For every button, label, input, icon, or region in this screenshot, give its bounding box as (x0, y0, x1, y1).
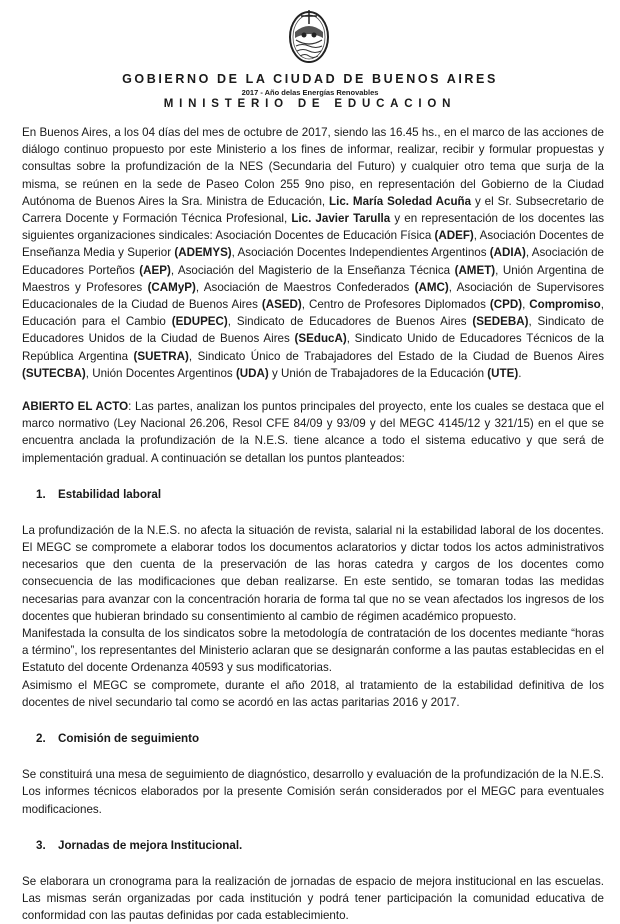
org-acronym: (ADEF) (434, 229, 474, 243)
subsecretary-name: Lic. Javier Tarulla (291, 212, 391, 226)
intro-text: y Unión de Trabajadores de la Educación (268, 366, 488, 380)
intro-text: , Asociación Docentes Independientes Argentinos (231, 246, 490, 260)
section-title: Jornadas de mejora Institucional. (58, 838, 243, 852)
section-paragraph: Asimismo el MEGC se compromete, durante el año 2018, al tratamiento de la estabilidad definitiva de los docentes de nivel secundario tal como se acordó en las actas paritarias 2016 y 2017. (22, 678, 604, 709)
section-heading-2 (22, 730, 604, 747)
intro-text: En Buenos Aires, a los 04 días del mes de octubre de 2017, siendo las 16.45 hs., en el marco de las acciones de diálogo continuo propuesto por este Ministerio a los fines de informar, realizar, recibir y formular propuestas y consultas sobre la profundización de la NES (Secundaria del Futuro) y cualquier otro tema que surja de la misma, se reúnen en la sede de Paseo Colon 255 9no piso, en representación del Gobierno de la Ciudad Autónoma de Buenos Aires la Sra. Ministra de Educación, (22, 126, 604, 208)
intro-text: , (522, 298, 530, 312)
org-acronym: (ADEMYS) (174, 246, 232, 260)
org-acronym: (CPD) (489, 298, 523, 312)
opening-text: : Las partes, analizan los puntos principales del proyecto, ente los cuales se destaca que el marco normativo (Ley Nacional 26.206, Resol CFE 84/09 y 93/09 y del MEGC 4145/12 y 321/15) en el que se encuentra anclada la profundización de la N.E.S. tiene alcance a todo el sistema educativo y que será de implementación gradual. A continuación se detallan los puntos planteados: (22, 400, 604, 465)
intro-text: , Sindicato de Educadores Unidos de la Ciudad de Buenos Aires (22, 315, 604, 346)
intro-text: y el Sr. Subsecretario de Carrera Docente y Formación Técnica Profesional, (22, 194, 604, 226)
org-acronym: (UTE) (487, 366, 519, 380)
org-acronym: (CAMyP) (147, 280, 196, 294)
intro-text: , Centro de Profesores Diplomados (301, 298, 490, 312)
org-acronym: (AMET) (454, 263, 496, 277)
section-heading-1 (22, 486, 604, 503)
minister-name: Lic. María Soledad Acuña (329, 194, 472, 208)
intro-text: , Unión Docentes Argentinos (85, 366, 236, 380)
section-paragraph: La profundización de la N.E.S. no afecta la situación de revista, salarial ni la estabilidad laboral de los docentes. El MEGC se compromete a elaborar todos los documentos aclaratorios y dictar todos los actos administrativos necesarios que den cuenta de la preservación de las horas catedra y cargos de los docentes como consecuencia de las modificaciones que deban realizarse. En este sentido, se tomaran todas las medidas necesarias para avanzar con la concentración horaria de forma tal que no se vean afectados los ingresos de los docentes que hubieran brindado su consentimiento al cambio de régimen académico propuesto. (22, 523, 604, 623)
org-acronym: Compromiso (529, 298, 601, 312)
year-motto: 2017 - Año delas Energías Renovables (241, 88, 379, 97)
intro-text: , Asociación Docentes de Enseñanza Media y Superior (22, 229, 604, 260)
coat-of-arms-icon (287, 6, 331, 64)
intro-text: , Unión Argentina de Maestros y Profesores (22, 263, 604, 294)
section-number: 3. (36, 838, 46, 852)
section-heading-3 (22, 837, 604, 854)
intro-text: , Asociación de Educadores Porteños (22, 246, 604, 277)
section-title: Estabilidad laboral (58, 487, 162, 501)
org-acronym: (EDUPEC) (171, 315, 228, 329)
ministry-heading: MINISTERIO DE EDUCACION (163, 98, 457, 110)
org-acronym: (AEP) (139, 263, 171, 277)
intro-text: , Sindicato de Educadores de Buenos Aires (227, 315, 473, 329)
intro-text: , Educación para el Cambio (22, 298, 604, 329)
intro-text: , Asociación del Magisterio de la Enseñanza Técnica (170, 263, 455, 277)
org-acronym: (SEDEBA) (472, 315, 529, 329)
intro-paragraph (22, 124, 604, 382)
document-body (22, 124, 604, 924)
org-acronym: (SUTECBA) (22, 366, 86, 380)
org-acronym: (ASED) (261, 298, 302, 312)
section-paragraph: Manifestada la consulta de los sindicatos sobre la metodología de contratación de los docentes mediante “horas a término”, los representantes del Ministerio aclaran que se designarán conforme a las pautas establecidas en el Estatuto del docente Ordenanza 40593 y sus modificatorias. (22, 627, 604, 675)
government-heading: GOBIERNO DE LA CIUDAD DE BUENOS AIRES (122, 72, 498, 86)
intro-text: , Asociación de Supervisores Educacionales de la Ciudad de Buenos Aires (22, 280, 604, 312)
section-title: Comisión de seguimiento (58, 732, 200, 746)
intro-text: , Sindicato Unido de Educadores Técnicos de la República Argentina (22, 332, 604, 363)
org-acronym: (ADIA) (489, 246, 526, 260)
intro-text: , Asociación de Maestros Confederados (195, 280, 415, 294)
intro-text: . (518, 366, 522, 380)
org-acronym: (SEducA) (294, 332, 347, 346)
section-paragraph: Se constituirá una mesa de seguimiento de diagnóstico, desarrollo y evaluación de la profundización de la N.E.S. Los informes técnicos elaborados por la presente Comisión serán considerados por el MEGC para eventuales modificaciones. (22, 768, 604, 816)
intro-text: y en representación de los docentes las siguientes organizaciones sindicales: Asociación Docentes de Educación Física (22, 212, 605, 243)
opening-paragraph (22, 398, 604, 467)
org-acronym: (SUETRA) (133, 349, 189, 363)
intro-text: , Sindicato Único de Trabajadores del Estado de la Ciudad de Buenos Aires (188, 349, 604, 363)
org-acronym: (AMC) (414, 280, 449, 294)
section-number: 2. (36, 732, 46, 746)
opening-label: ABIERTO EL ACTO (22, 400, 129, 414)
section-paragraph: Se elaborara un cronograma para la realización de jornadas de espacio de mejora institucional en las escuelas. Las mismas serán organizadas por cada institución y podrá tener participación la comunidad educativa de conformidad con las pautas definidas por cada establecimiento. (22, 874, 604, 923)
org-acronym: (UDA) (235, 366, 269, 380)
section-number: 1. (36, 487, 46, 501)
